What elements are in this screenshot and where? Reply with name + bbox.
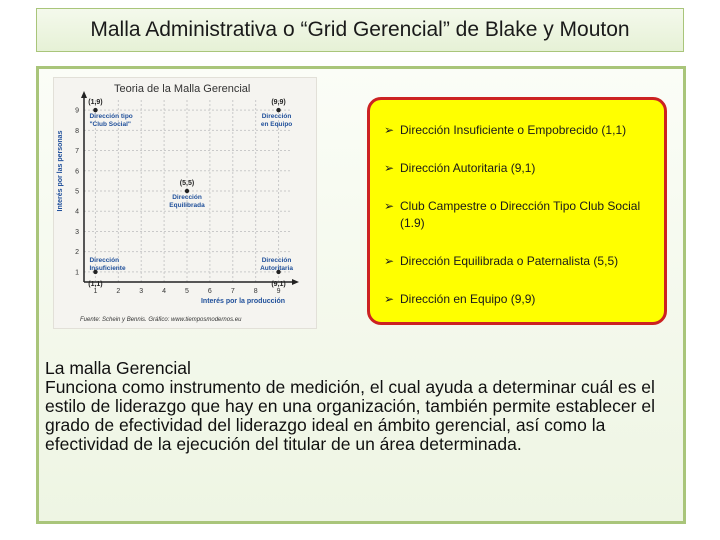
grid-chart-svg [54, 78, 316, 328]
grid-point-label: Dirección [261, 113, 292, 121]
chart-header: Teoria de la Malla Gerencial [114, 83, 251, 95]
description [45, 359, 675, 454]
x-tick-label: 4 [162, 288, 167, 295]
grid-point-label: en Equipo [260, 121, 293, 129]
x-tick-label: 3 [139, 288, 144, 295]
description-heading: La malla Gerencial [45, 358, 191, 378]
style-bullet-text: Dirección Equilibrada o Paternalista (5,5) [400, 254, 619, 268]
grid-point-coord: (1,1) [88, 280, 103, 288]
style-bullet-item [384, 160, 654, 177]
y-tick-label: 9 [75, 107, 79, 115]
grid-point-label: Dirección [172, 194, 202, 201]
style-bullet-item [384, 198, 654, 232]
grid-point-coord: (1,9) [88, 99, 103, 107]
styles-list [384, 122, 654, 308]
y-axis-label: Interés por las personas [57, 130, 64, 212]
x-tick-label: 6 [207, 288, 212, 295]
x-axis-label: Interés por la producción [200, 298, 285, 305]
chart-footer: Fuente: Schein y Bennis. Gráfico: www.tiemposmodernos.eu [80, 317, 242, 323]
style-bullet-text: Club Campestre o Dirección Tipo Club Social (1.9) [400, 199, 641, 230]
x-tick-label: 2 [116, 288, 121, 295]
y-tick-label: 7 [75, 148, 79, 156]
x-axis-arrow-icon [292, 279, 299, 285]
x-tick-label: 9 [276, 288, 281, 295]
x-tick-label: 8 [253, 288, 258, 295]
styles-callout [367, 97, 667, 325]
x-tick-label: 5 [185, 288, 189, 295]
arrow-bullet-icon: ➢ [384, 254, 395, 268]
grid-point-marker [276, 108, 280, 112]
content-panel [36, 66, 686, 524]
slide-title: Malla Administrativa o “Grid Gerencial” de Blake y Mouton [90, 18, 630, 41]
arrow-bullet-icon: ➢ [384, 292, 395, 306]
y-tick-label: 6 [75, 168, 79, 176]
grid-point-coord: (5,5) [179, 180, 195, 187]
grid-point-label: Dirección tipo [89, 113, 133, 121]
y-tick-label: 1 [75, 269, 79, 277]
x-tick-label: 1 [93, 288, 98, 295]
title-banner [36, 8, 684, 52]
style-bullet-item [384, 122, 654, 139]
style-bullet-item [384, 253, 654, 270]
grid-point-marker [185, 189, 189, 193]
y-tick-label: 2 [75, 249, 79, 257]
grid-point-coord: (9,9) [271, 99, 286, 107]
style-bullet-text: Dirección en Equipo (9,9) [400, 292, 536, 306]
grid-point-coord: (9,1) [271, 280, 286, 288]
grid-point-label: "Club Social" [89, 121, 132, 129]
y-tick-label: 4 [75, 208, 79, 216]
y-tick-label: 3 [75, 228, 79, 236]
y-tick-label: 8 [75, 127, 79, 135]
arrow-bullet-icon: ➢ [384, 123, 395, 137]
y-tick-label: 5 [75, 188, 79, 196]
grid-point-label: Dirección [89, 256, 120, 264]
grid-point-label: Autoritaria [260, 264, 293, 272]
x-tick-label: 7 [230, 288, 235, 295]
grid-point-label: Dirección [261, 256, 292, 264]
y-axis-arrow-icon [81, 91, 87, 98]
arrow-bullet-icon: ➢ [384, 199, 395, 213]
grid-point-label: Insuficiente [89, 264, 126, 272]
arrow-bullet-icon: ➢ [384, 161, 395, 175]
style-bullet-text: Dirección Autoritaria (9,1) [400, 161, 536, 175]
style-bullet-item [384, 291, 654, 308]
grid-point-label: Equilibrada [169, 202, 205, 209]
grid-chart [53, 77, 317, 329]
description-body: Funciona como instrumento de medición, el cual ayuda a determinar cuál es el estilo de liderazgo que hay en una organización, también permite establecer el grado de efectividad del liderazgo ideal en ámbito gerencial, así como la efectividad de la ejecución del titular de un área determinada. [45, 377, 655, 454]
style-bullet-text: Dirección Insuficiente o Empobrecido (1,1) [400, 123, 627, 137]
grid-point-marker [93, 108, 97, 112]
